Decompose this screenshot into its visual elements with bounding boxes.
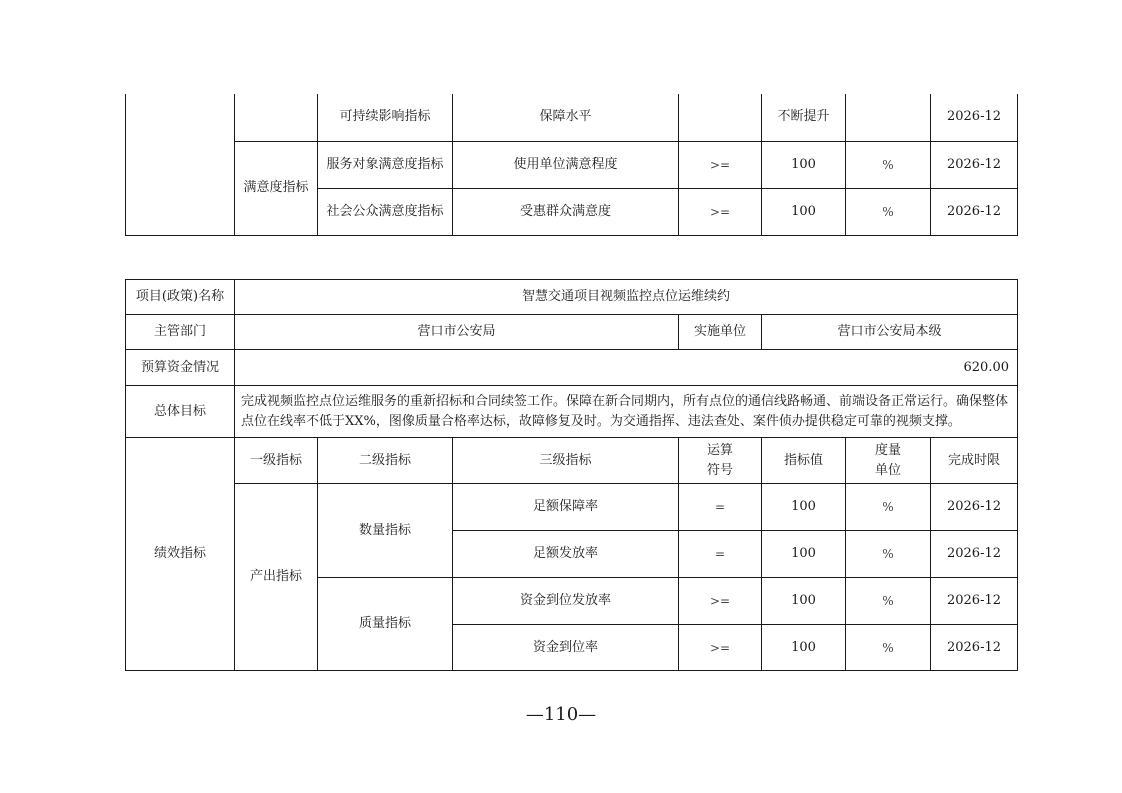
deadline-cell: 2026-12: [931, 625, 1018, 671]
header-unit-line1: 度量: [874, 442, 901, 458]
value-cell: 100: [762, 625, 846, 671]
blank-cell: [235, 94, 318, 141]
implementer-value: 营口市公安局本级: [762, 315, 1018, 350]
unit-cell: %: [846, 188, 931, 235]
value-cell: 100: [762, 141, 846, 188]
goal-label: 总体目标: [126, 386, 235, 438]
operator-cell: >=: [679, 625, 762, 671]
sub-indicator-cell: 社会公众满意度指标: [318, 188, 453, 235]
output-indicator-cell: 产出指标: [235, 484, 318, 671]
performance-label: 绩效指标: [126, 438, 235, 671]
operator-cell: =: [679, 531, 762, 578]
header-value: 指标值: [762, 438, 846, 484]
header-row: [126, 438, 1018, 484]
value-cell: 不断提升: [762, 94, 846, 141]
page-number: —110—: [525, 704, 597, 725]
blank-cell: [126, 94, 235, 235]
deadline-cell: 2026-12: [931, 531, 1018, 578]
deadline-cell: 2026-12: [931, 578, 1018, 625]
satisfaction-group-cell: 满意度指标: [235, 141, 318, 235]
project-name-value: 智慧交通项目视频监控点位运维续约: [235, 280, 1018, 315]
table-row: [126, 484, 1018, 531]
value-cell: 100: [762, 531, 846, 578]
project-name-label: 项目(政策)名称: [126, 280, 235, 315]
third-indicator-cell: 使用单位满意程度: [453, 141, 679, 188]
deadline-cell: 2026-12: [931, 484, 1018, 531]
sub-indicator-cell: 可持续影响指标: [318, 94, 453, 141]
third-indicator-cell: 保障水平: [453, 94, 679, 141]
project-performance-table: [125, 279, 1018, 671]
table-row: [126, 141, 1018, 188]
header-operator: [679, 438, 762, 484]
quality-indicator-cell: 质量指标: [318, 578, 453, 671]
sub-indicator-cell: 服务对象满意度指标: [318, 141, 453, 188]
third-indicator-cell: 足额发放率: [453, 531, 679, 578]
table-row: [126, 315, 1018, 350]
deadline-cell: 2026-12: [931, 188, 1018, 235]
unit-cell: %: [846, 625, 931, 671]
operator-cell: >=: [679, 188, 762, 235]
value-cell: 100: [762, 188, 846, 235]
header-unit: [846, 438, 931, 484]
budget-value: 620.00: [235, 350, 1018, 386]
table-row: [126, 386, 1018, 438]
unit-cell: %: [846, 484, 931, 531]
quantity-indicator-cell: 数量指标: [318, 484, 453, 578]
header-level2: 二级指标: [318, 438, 453, 484]
deadline-cell: 2026-12: [931, 94, 1018, 141]
table-row: [126, 94, 1018, 141]
header-operator-line2: 符号: [706, 462, 733, 478]
third-indicator-cell: 资金到位发放率: [453, 578, 679, 625]
unit-cell: [846, 94, 931, 141]
third-indicator-cell: 受惠群众满意度: [453, 188, 679, 235]
third-indicator-cell: 足额保障率: [453, 484, 679, 531]
department-value: 营口市公安局: [235, 315, 679, 350]
operator-cell: >=: [679, 578, 762, 625]
goal-text: 完成视频监控点位运维服务的重新招标和合同续签工作。保障在新合同期内，所有点位的通信线路畅通、前端设备正常运行。确保整体点位在线率不低于XX%，图像质量合格率达标，故障修复及时。为交通指挥、违法查处、案件侦办提供稳定可靠的视频支撑。: [235, 386, 1018, 438]
table-row: [126, 280, 1018, 315]
value-cell: 100: [762, 578, 846, 625]
unit-cell: %: [846, 531, 931, 578]
header-unit-line2: 单位: [874, 462, 901, 478]
header-level3: 三级指标: [453, 438, 679, 484]
operator-cell: =: [679, 484, 762, 531]
department-label: 主管部门: [126, 315, 235, 350]
unit-cell: %: [846, 578, 931, 625]
header-deadline: 完成时限: [931, 438, 1018, 484]
value-cell: 100: [762, 484, 846, 531]
header-level1: 一级指标: [235, 438, 318, 484]
header-operator-line1: 运算: [706, 442, 733, 458]
deadline-cell: 2026-12: [931, 141, 1018, 188]
unit-cell: %: [846, 141, 931, 188]
operator-cell: >=: [679, 141, 762, 188]
continued-indicator-table: [125, 94, 1018, 236]
operator-cell: [679, 94, 762, 141]
table-row: [126, 350, 1018, 386]
implementer-label: 实施单位: [679, 315, 762, 350]
budget-label: 预算资金情况: [126, 350, 235, 386]
third-indicator-cell: 资金到位率: [453, 625, 679, 671]
